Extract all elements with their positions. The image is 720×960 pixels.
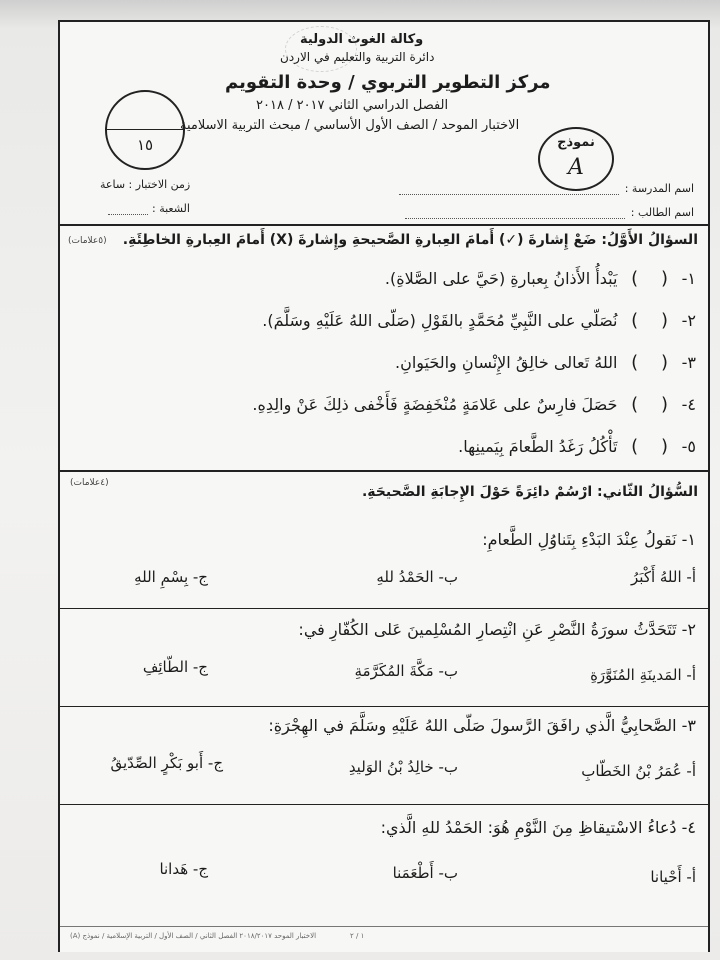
q2-stem-2: ٢- تَتَحَدَّثُ سورَةُ النَّصْرِ عَنِ انْتِصارِ المُسْلِمينَ عَلى الكُفّارِ في: bbox=[298, 620, 696, 639]
term-line: الفصل الدراسي الثاني ٢٠١٧ / ٢٠١٨ bbox=[256, 98, 449, 113]
section-blank[interactable] bbox=[108, 214, 148, 215]
q2-option-c[interactable]: ج- أَبو بَكْرٍ الصِّدّيقُ bbox=[110, 754, 223, 772]
q1-item-number: ٣- bbox=[681, 353, 696, 372]
q2-option-c[interactable]: ج- هَدانا bbox=[159, 860, 208, 878]
q1-item-number: ١- bbox=[681, 269, 696, 288]
q1-item-4 bbox=[252, 394, 696, 415]
q1-divider bbox=[60, 470, 708, 472]
q2-1-divider bbox=[60, 608, 708, 609]
answer-box[interactable]: ( ) bbox=[631, 394, 668, 415]
answer-box[interactable]: ( ) bbox=[631, 268, 668, 289]
q2-stem-1: ١- نَقولُ عِنْدَ البَدْءِ بِتَناوُلِ الطَّعامِ: bbox=[482, 530, 696, 549]
agency-name: وكالة الغوث الدولية bbox=[300, 32, 424, 47]
q2-option-c[interactable]: ج- بِسْمِ اللهِ bbox=[134, 568, 208, 586]
school-blank[interactable] bbox=[399, 194, 619, 195]
q1-item-text: حَصَلَ فارِسٌ على عَلامَةٍ مُنْخَفِضَةٍ فَأَخْفى ذلِكَ عَنْ والِدِهِ. bbox=[252, 395, 618, 414]
header-divider bbox=[60, 224, 708, 226]
q2-stem-4: ٤- دُعاءُ الاسْتيقاظِ مِنَ النَّوْمِ هُوَ: الحَمْدُ للهِ الَّذي: bbox=[380, 818, 696, 837]
footer-divider bbox=[60, 926, 708, 927]
q1-title: السؤالُ الأَوَّلُ: ضَعْ إِشارةَ (✓) أَمامَ العِبارةِ الصَّحيحةِ وإِشارةَ (X) أَمامَ العِبارةِ الخاطِئَةِ. bbox=[122, 232, 698, 248]
q2-option-b[interactable]: ب- أَطْعَمَنا bbox=[392, 864, 458, 882]
center-name: مركز التطوير التربوي / وحدة التقويم bbox=[225, 72, 551, 93]
score-circle bbox=[105, 90, 185, 170]
form-letter: A bbox=[568, 155, 584, 180]
q2-option-a[interactable]: أ- المَدينَةِ المُنَوَّرَةِ bbox=[590, 666, 696, 684]
student-field[interactable] bbox=[399, 206, 694, 219]
q2-3-divider bbox=[60, 804, 708, 805]
exam-time: زمن الاختبار : ساعة bbox=[100, 178, 191, 191]
answer-box[interactable]: ( ) bbox=[631, 436, 668, 457]
student-blank[interactable] bbox=[405, 218, 625, 219]
q1-item-1 bbox=[385, 268, 696, 289]
score-divider bbox=[107, 129, 183, 130]
q2-option-b[interactable]: ب- خالِدُ بْنُ الوَليدِ bbox=[348, 758, 458, 776]
q1-item-5 bbox=[458, 436, 696, 457]
answer-box[interactable]: ( ) bbox=[631, 310, 668, 331]
q2-option-b[interactable]: ب- مَكَّةَ المُكَرَّمَةِ bbox=[354, 662, 458, 680]
q2-2-divider bbox=[60, 706, 708, 707]
total-score: ١٥ bbox=[136, 136, 154, 154]
page-number: ١ / ٢ bbox=[350, 932, 365, 940]
school-label: اسم المدرسة : bbox=[624, 182, 694, 195]
q1-item-text: نُصَلّي على النَّبِيِّ مُحَمَّدٍ بالقَوْلِ (صَلّى اللهُ عَلَيْهِ وسَلَّمَ). bbox=[262, 311, 618, 330]
answer-box[interactable]: ( ) bbox=[631, 352, 668, 373]
q2-title: السُّؤالُ الثّاني: ارْسُمْ دائِرَةً حَوْلَ الإِجابَةِ الصَّحيحَةِ. bbox=[361, 484, 698, 500]
section-field[interactable] bbox=[104, 202, 190, 215]
q1-item-2 bbox=[262, 310, 696, 331]
section-label: الشعبة : bbox=[152, 202, 190, 215]
q1-item-text: تَأْكُلُ رَغَدُ الطَّعامَ بِيَمينِها. bbox=[458, 437, 618, 456]
school-field[interactable] bbox=[393, 182, 694, 195]
exam-sheet bbox=[58, 20, 710, 952]
student-label: اسم الطالب : bbox=[630, 206, 694, 219]
form-label: نموذج bbox=[557, 135, 595, 150]
q2-option-a[interactable]: أ- اللهُ أَكْبَرُ bbox=[631, 568, 696, 586]
q2-option-a[interactable]: أ- عُمَرُ بْنُ الخَطّابِ bbox=[581, 762, 696, 780]
q2-marks: (٤علامات) bbox=[70, 478, 109, 488]
q1-marks: (٥علامات) bbox=[68, 236, 107, 246]
exam-title: الاختبار الموحد / الصف الأول الأساسي / مبحث التربية الاسلامية bbox=[180, 118, 520, 133]
q1-item-number: ٥- bbox=[681, 437, 696, 456]
q1-item-text: اللهُ تَعالى خالِقُ الإِنْسانِ والحَيَوانِ. bbox=[394, 353, 618, 372]
q1-item-text: يَبْدأُ الأَذانُ بِعبارةِ (حَيَّ على الصَّلاةِ). bbox=[384, 269, 618, 288]
q1-item-number: ٤- bbox=[681, 395, 696, 414]
department-name: دائرة التربية والتعليم في الاردن bbox=[280, 50, 435, 64]
q2-stem-3: ٣- الصَّحابِيُّ الَّذي رافَقَ الرَّسولَ صَلّى اللهُ عَلَيْهِ وسَلَّمَ في الهِجْرَةِ: bbox=[268, 716, 696, 735]
q2-option-c[interactable]: ج- الطّائِفِ bbox=[142, 658, 208, 676]
q1-item-3 bbox=[395, 352, 696, 373]
q2-option-b[interactable]: ب- الحَمْدُ للهِ bbox=[376, 568, 458, 586]
footer-text: الاختبار الموحد ٢٠١٨/٢٠١٧ الفصل الثاني / الصف الأول / التربية الإسلامية / نموذج (A) bbox=[70, 932, 317, 940]
q2-option-a[interactable]: أ- أَحْيانا bbox=[650, 868, 696, 886]
q1-item-number: ٢- bbox=[681, 311, 696, 330]
